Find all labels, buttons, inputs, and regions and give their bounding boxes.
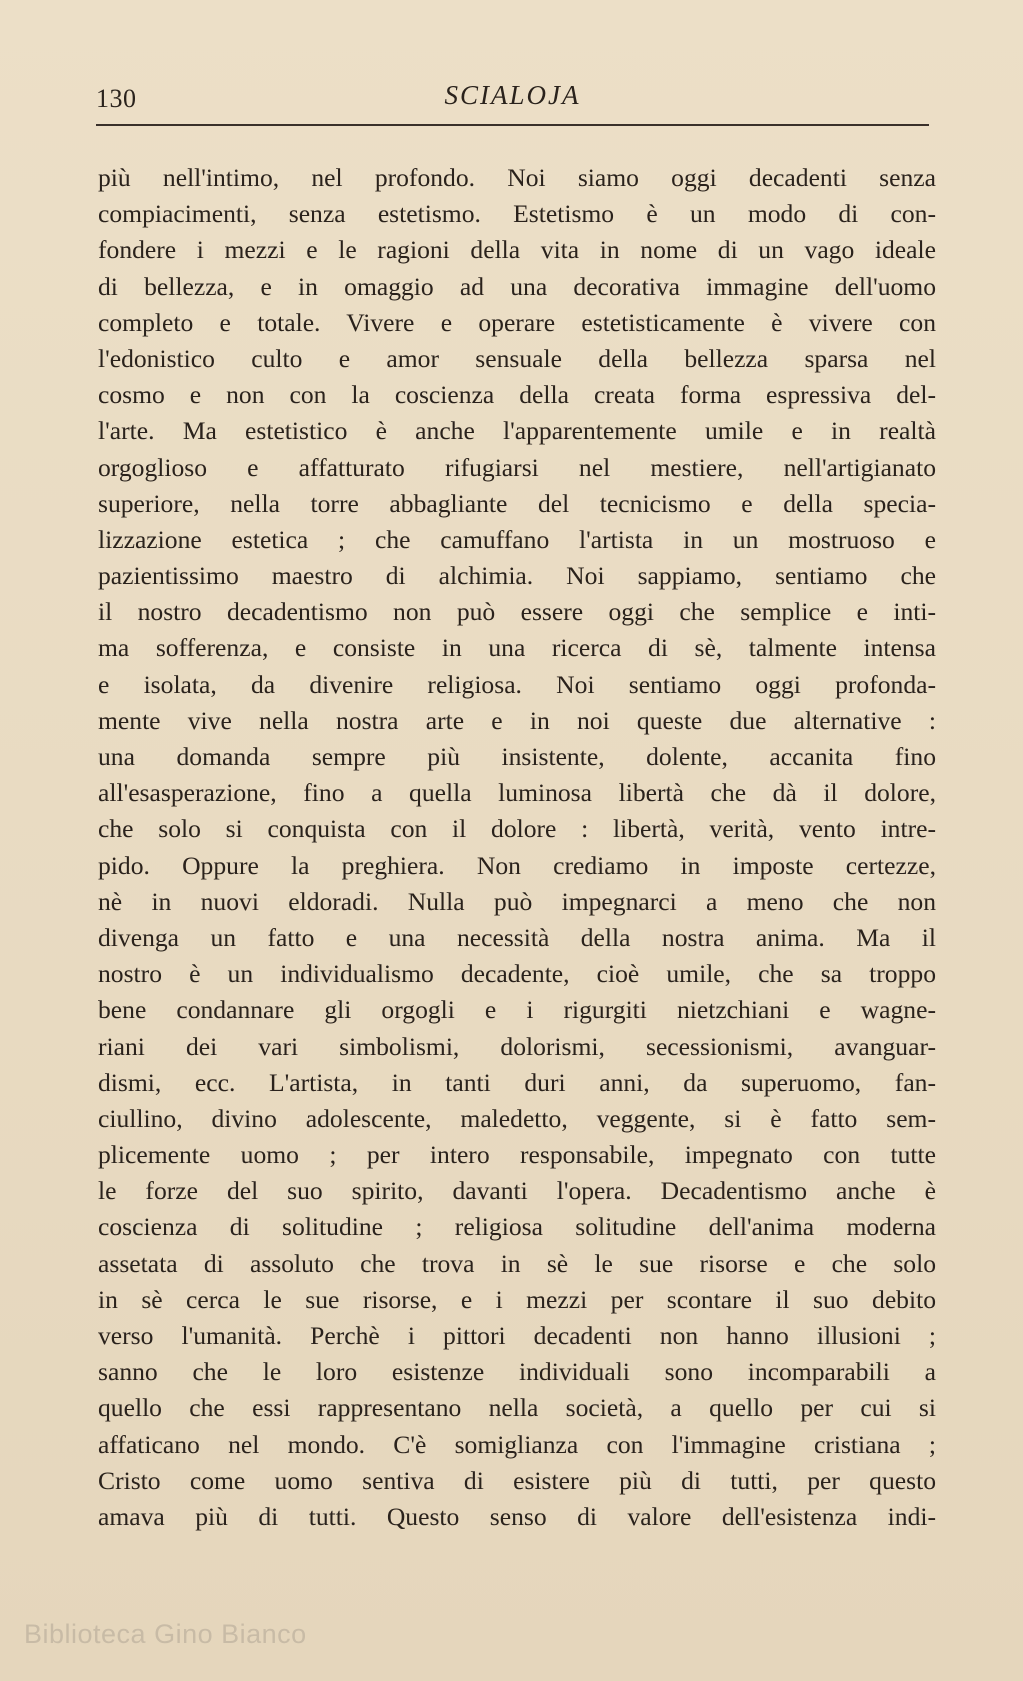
text-line: all'esasperazione, fino a quella luminosa libertà che dà il dolore,	[98, 778, 936, 808]
text-line: l'edonistico culto e amor sensuale della bellezza sparsa nel	[98, 343, 936, 373]
page-header	[96, 78, 929, 118]
text-line: di bellezza, e in omaggio ad una decorativa immagine dell'uomo	[98, 271, 936, 301]
text-line: e isolata, da divenire religiosa. Noi sentiamo oggi profonda-	[98, 669, 936, 699]
text-line: fondere i mezzi e le ragioni della vita in nome di un vago ideale	[98, 235, 936, 265]
page-number: 130	[96, 84, 137, 113]
text-line: bene condannare gli orgogli e i rigurgiti nietzchiani e wagne-	[98, 995, 936, 1025]
body-text	[98, 160, 936, 1535]
text-line: superiore, nella torre abbagliante del tecnicismo e della specia-	[98, 488, 936, 518]
text-line: nostro è un individualismo decadente, cioè umile, che sa troppo	[98, 959, 936, 989]
text-line: verso l'umanità. Perchè i pittori decadenti non hanno illusioni ;	[98, 1321, 936, 1350]
header-rule	[96, 124, 929, 126]
text-line: ciullino, divino adolescente, maledetto, veggente, si è fatto sem-	[98, 1103, 936, 1133]
text-line: mente vive nella nostra arte e in noi queste due alternative :	[98, 705, 936, 735]
text-line: amava più di tutti. Questo senso di valore dell'esistenza indi-	[98, 1501, 936, 1531]
text-line: divenga un fatto e una necessità della nostra anima. Ma il	[98, 922, 936, 952]
text-line: coscienza di solitudine ; religiosa solitudine dell'anima moderna	[98, 1212, 936, 1242]
text-line: Cristo come uomo sentiva di esistere più di tutti, per questo	[98, 1465, 936, 1495]
text-line: ma sofferenza, e consiste in una ricerca di sè, talmente intensa	[98, 633, 936, 663]
text-line: riani dei vari simbolismi, dolorismi, secessionismi, avanguar-	[98, 1031, 936, 1061]
text-line: sanno che le loro esistenze individuali sono incomparabili a	[98, 1357, 936, 1387]
text-line: nè in nuovi eldoradi. Nulla può impegnarci a meno che non	[98, 886, 936, 916]
text-line: più nell'intimo, nel profondo. Noi siamo oggi decadenti senza	[98, 163, 936, 192]
text-line: pido. Oppure la preghiera. Non crediamo in imposte certezze,	[98, 850, 936, 880]
running-head: SCIALOJA	[444, 80, 581, 110]
text-line: orgoglioso e affatturato rifugiarsi nel mestiere, nell'artigianato	[98, 452, 936, 482]
text-line: una domanda sempre più insistente, dolente, accanita fino	[98, 742, 936, 771]
text-line: il nostro decadentismo non può essere oggi che semplice e inti-	[98, 597, 936, 627]
text-line: le forze del suo spirito, davanti l'opera. Decadentismo anche è	[98, 1176, 936, 1206]
text-line: lizzazione estetica ; che camuffano l'artista in un mostruoso e	[98, 524, 936, 554]
text-line: in sè cerca le sue risorse, e i mezzi per scontare il suo debito	[98, 1284, 936, 1314]
text-line: compiacimenti, senza estetismo. Estetismo è un modo di con-	[98, 199, 936, 229]
text-line: completo e totale. Vivere e operare estetisticamente è vivere con	[98, 307, 936, 337]
text-line: pazientissimo maestro di alchimia. Noi sappiamo, sentiamo che	[98, 561, 936, 591]
text-line: affaticano nel mondo. C'è somiglianza con l'immagine cristiana ;	[98, 1429, 936, 1459]
text-line: cosmo e non con la coscienza della creata forma espressiva del-	[98, 380, 936, 410]
text-line: che solo si conquista con il dolore : libertà, verità, vento intre-	[98, 814, 936, 844]
library-watermark: Biblioteca Gino Bianco	[24, 1619, 307, 1649]
text-line: plicemente uomo ; per intero responsabile, impegnato con tutte	[98, 1140, 936, 1170]
text-line: l'arte. Ma estetistico è anche l'apparentemente umile e in realtà	[98, 416, 936, 446]
text-line: quello che essi rappresentano nella società, a quello per cui si	[98, 1393, 936, 1423]
text-line: assetata di assoluto che trova in sè le sue risorse e che solo	[98, 1248, 936, 1278]
text-line: dismi, ecc. L'artista, in tanti duri anni, da superuomo, fan-	[98, 1067, 936, 1097]
